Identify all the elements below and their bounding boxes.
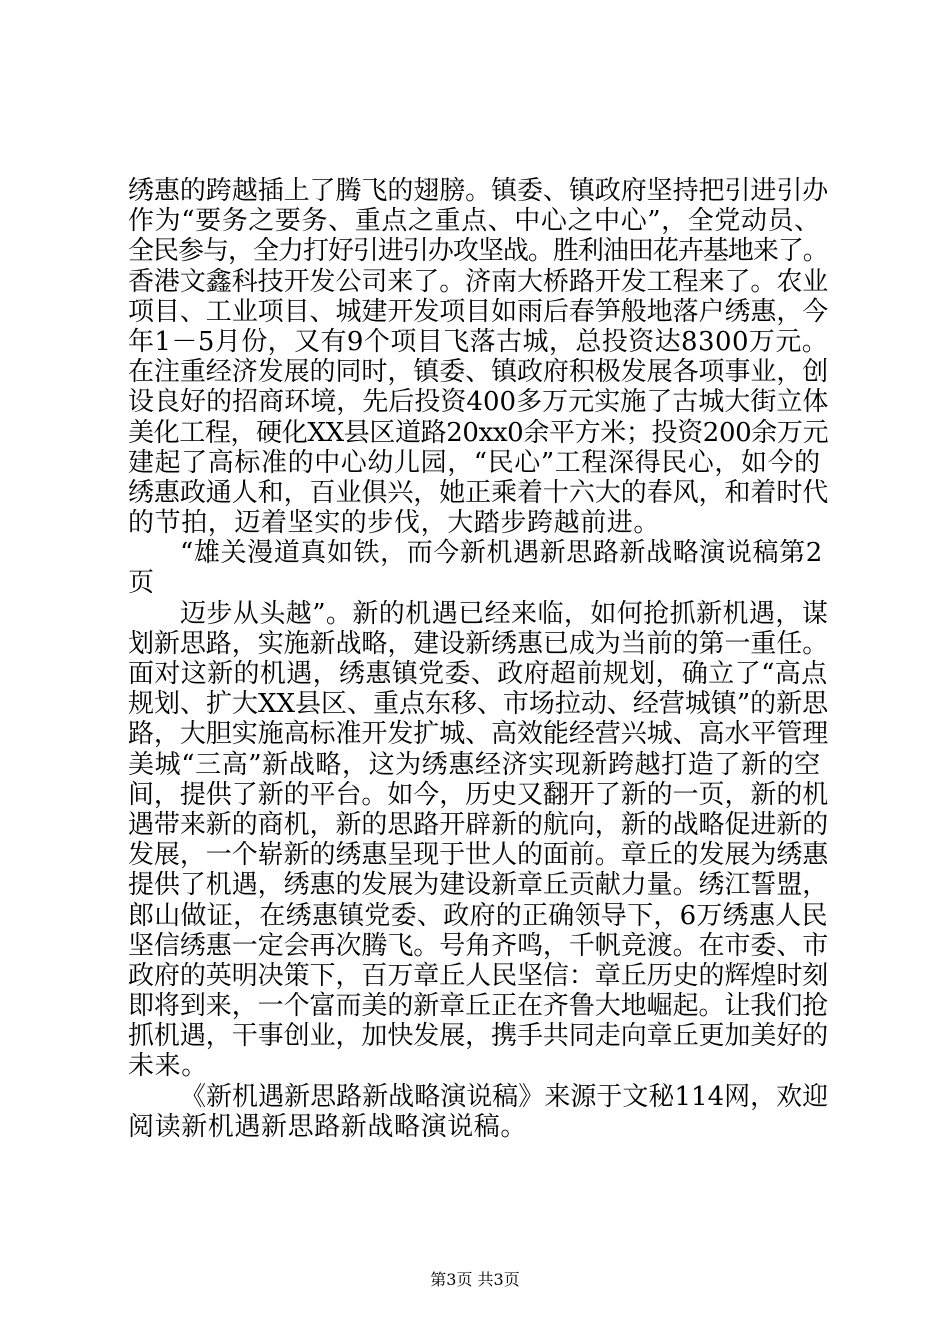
text-line: 《新机遇新思路新战略演说稿》来源于文秘114网，欢迎 — [180, 1081, 829, 1112]
text-line: “雄关漫道真如铁，而今新机遇新思路新战略演说稿第2 — [180, 538, 823, 569]
text-line: 的节拍，迈着坚实的步伐，大踏步跨越前进。 — [128, 508, 661, 539]
text-line: 页 — [128, 568, 155, 599]
text-line: 即将到来，一个富而美的新章丘正在齐鲁大地崛起。让我们抢 — [128, 991, 829, 1022]
text-line: 遇带来新的商机，新的思路开辟新的航向，新的战略促进新的 — [128, 809, 829, 840]
text-line: 绣惠的跨越插上了腾飞的翅膀。镇委、镇政府坚持把引进引办 — [128, 176, 829, 206]
text-line: 提供了机遇，绣惠的发展为建设新章丘贡献力量。绣江誓盟， — [128, 870, 829, 901]
text-line: 年1－5月份，又有9个项目飞落古城，总投资达8300万元。 — [128, 326, 829, 357]
page-footer: 第3页 共3页 — [430, 1270, 520, 1289]
text-line: 建起了高标准的中心幼儿园，“民心”工程深得民心，如今的 — [128, 447, 821, 478]
text-line: 设良好的招商环境，先后投资400多万元实施了古城大街立体 — [128, 387, 829, 418]
text-line: 项目、工业项目、城建开发项目如雨后春笋般地落户绣惠，今 — [128, 296, 829, 327]
text-line: 间，提供了新的平台。如今，历史又翻开了新的一页，新的机 — [128, 779, 829, 810]
text-line: 香港文鑫科技开发公司来了。济南大桥路开发工程来了。农业 — [128, 266, 829, 297]
text-line: 作为“要务之要务、重点之重点、中心之中心”，全党动员、 — [128, 206, 821, 237]
text-line: 抓机遇，干事创业，加快发展，携手共同走向章丘更加美好的 — [128, 1021, 829, 1052]
text-line: 郎山做证，在绣惠镇党委、政府的正确领导下，6万绣惠人民 — [128, 900, 828, 931]
text-line: 划新思路，实施新战略，建设新绣惠已成为当前的第一重任。 — [128, 628, 829, 659]
text-line: 路，大胆实施高标准开发扩城、高效能经营兴城、高水平管理 — [128, 719, 829, 750]
text-line: 面对这新的机遇，绣惠镇党委、政府超前规划，确立了“高点 — [128, 659, 828, 689]
text-line: 绣惠政通人和，百业俱兴，她正乘着十六大的春风，和着时代 — [128, 477, 829, 508]
text-line: 全民参与，全力打好引进引办攻坚战。胜利油田花卉基地来了。 — [128, 236, 828, 267]
text-line: 在注重经济发展的同时，镇委、镇政府积极发展各项事业，创 — [128, 357, 829, 388]
text-line: 坚信绣惠一定会再次腾飞。号角齐鸣，千帆竞渡。在市委、市 — [128, 930, 829, 961]
text-line: 阅读新机遇新思路新战略演说稿。 — [128, 1111, 528, 1142]
text-line: 迈步从头越”。新的机遇已经来临，如何抢抓新机遇，谋 — [180, 598, 829, 629]
text-line: 政府的英明决策下，百万章丘人民坚信：章丘历史的辉煌时刻 — [128, 960, 829, 991]
text-line: 规划、扩大XX县区、重点东移、市场拉动、经营城镇”的新思 — [128, 689, 829, 720]
text-line: 未来。 — [128, 1051, 208, 1082]
text-line: 美城“三高”新战略，这为绣惠经济实现新跨越打造了新的空 — [128, 749, 821, 780]
text-line: 发展，一个崭新的绣惠呈现于世人的面前。章丘的发展为绣惠 — [128, 840, 829, 871]
text-line: 美化工程，硬化XX县区道路20xx0余平方米；投资200余万元 — [128, 417, 829, 448]
document-body — [128, 176, 828, 1142]
